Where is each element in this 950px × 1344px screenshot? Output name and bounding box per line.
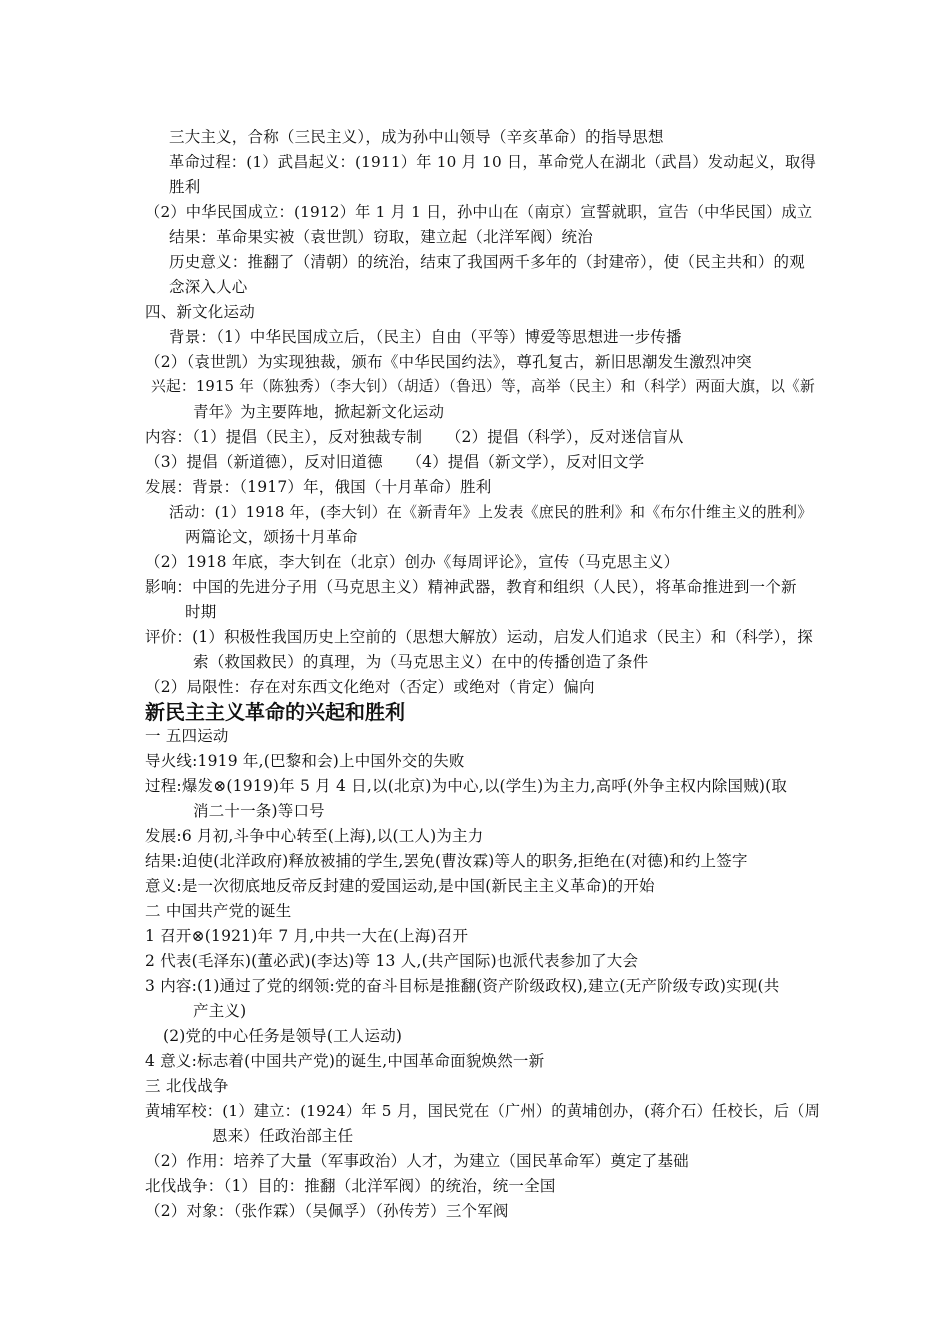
text-line: (2)党的中心任务是领导(工人运动) xyxy=(163,1027,403,1045)
text-line: 2 代表(毛泽东)(董必武)(李达)等 13 人,(共产国际)也派代表参加了大会 xyxy=(145,952,639,970)
section-heading: 一 五四运动 xyxy=(145,727,229,745)
text-line: 发展:6 月初,斗争中心转至(上海),以(工人)为主力 xyxy=(145,827,484,845)
text-line: 消二十一条)等口号 xyxy=(193,802,325,820)
section-heading: 三 北伐战争 xyxy=(145,1077,229,1095)
chapter-title: 新民主主义革命的兴起和胜利 xyxy=(145,700,405,724)
text-line: 结果:迫使(北洋政府)释放被捕的学生,罢免(曹汝霖)等人的职务,拒绝在(对德)和约上签字 xyxy=(145,852,748,870)
text-line: 背景：（1）中华民国成立后，（民主）自由（平等）博爱等思想进一步传播 xyxy=(169,328,682,346)
text-line: （2）对象：（张作霖）（吴佩孚）（孙传芳）三个军阀 xyxy=(145,1202,509,1220)
text-line: 两篇论文，颂扬十月革命 xyxy=(185,528,358,546)
text-line: （2）作用：培养了大量（军事政治）人才，为建立（国民革命军）奠定了基础 xyxy=(145,1152,689,1170)
text-line: 过程:爆发⊗(1919)年 5 月 4 日,以(北京)为中心,以(学生)为主力,高呼(外争主权内除国贼)(取 xyxy=(145,777,788,795)
text-line: 北伐战争：（1）目的：推翻（北洋军阀）的统治，统一全国 xyxy=(145,1177,556,1195)
text-line: 1 召开⊗(1921)年 7 月,中共一大在(上海)召开 xyxy=(145,927,469,945)
text-line: 评价：(1）积极性我国历史上空前的（思想大解放）运动，启发人们追求（民主）和（科学），探 xyxy=(145,628,813,646)
text-line: 革命过程：(1）武昌起义：(1911）年 10 月 10 日，革命党人在湖北（武昌）发动起义，取得 xyxy=(169,153,816,171)
text-line: 索（救国救民）的真理，为（马克思主义）在中的传播创造了条件 xyxy=(193,653,649,671)
text-line: 恩来）任政治部主任 xyxy=(212,1127,354,1145)
text-line: 结果：革命果实被（袁世凯）窃取，建立起（北洋军阀）统治 xyxy=(169,228,593,246)
text-line: （2）1918 年底，李大钊在（北京）创办《每周评论》，宣传（马克思主义） xyxy=(145,553,680,571)
text-line: （2）局限性：存在对东西文化绝对（否定）或绝对（肯定）偏向 xyxy=(145,678,595,696)
text-line: 4 意义:标志着(中国共产党)的诞生,中国革命面貌焕然一新 xyxy=(145,1052,545,1070)
text-line: 影响：中国的先进分子用（马克思主义）精神武器，教育和组织（人民），将革命推进到一个新 xyxy=(145,578,797,596)
text-line: 黄埔军校：(1）建立：(1924）年 5 月，国民党在（广州）的黄埔创办，(蒋介石）任校长，后（周 xyxy=(145,1102,821,1120)
text-line: （2）中华民国成立：(1912）年 1 月 1 日，孙中山在（南京）宣誓就职，宣告（中华民国）成立 xyxy=(145,203,813,221)
text-line: 意义:是一次彻底地反帝反封建的爱国运动,是中国(新民主主义革命)的开始 xyxy=(145,877,655,895)
text-line: 三大主义，合称（三民主义），成为孙中山领导（辛亥革命）的指导思想 xyxy=(169,128,664,146)
text-line: （3）提倡（新道德），反对旧道德 （4）提倡（新文学），反对旧文学 xyxy=(145,453,645,471)
text-line: 历史意义：推翻了（清朝）的统治，结束了我国两千多年的（封建帝），使（民主共和）的观 xyxy=(169,253,805,271)
text-line: 念深入人心 xyxy=(169,278,248,296)
text-line: （2）（袁世凯）为实现独裁，颁布《中华民国约法》，尊孔复古，新旧思潮发生激烈冲突 xyxy=(145,353,752,371)
text-line: 产主义) xyxy=(193,1002,247,1020)
text-line: 导火线:1919 年,(巴黎和会)上中国外交的失败 xyxy=(145,752,465,770)
section-heading: 四、新文化运动 xyxy=(145,303,255,321)
text-line: 胜利 xyxy=(169,178,201,196)
text-line: 发展：背景：（1917）年，俄国（十月革命）胜利 xyxy=(145,478,492,496)
text-line: 青年》为主要阵地，掀起新文化运动 xyxy=(193,403,445,421)
text-line: 3 内容:(1)通过了党的纲领:党的奋斗目标是推翻(资产阶级政权),建立(无产阶级专政)实现(共 xyxy=(145,977,780,995)
section-heading: 二 中国共产党的诞生 xyxy=(145,902,292,920)
text-line: 活动：(1）1918 年，(李大钊）在《新青年》上发表《庶民的胜利》和《布尔什维主义的胜利》 xyxy=(169,503,813,521)
text-line: 时期 xyxy=(185,603,217,621)
text-line: 兴起：1915 年（陈独秀）（李大钊）（胡适）（鲁迅）等，高举（民主）和（科学）两面大旗，以《新 xyxy=(151,378,815,395)
text-line: 内容：（1）提倡（民主），反对独裁专制 （2）提倡（科学），反对迷信盲从 xyxy=(145,428,684,446)
